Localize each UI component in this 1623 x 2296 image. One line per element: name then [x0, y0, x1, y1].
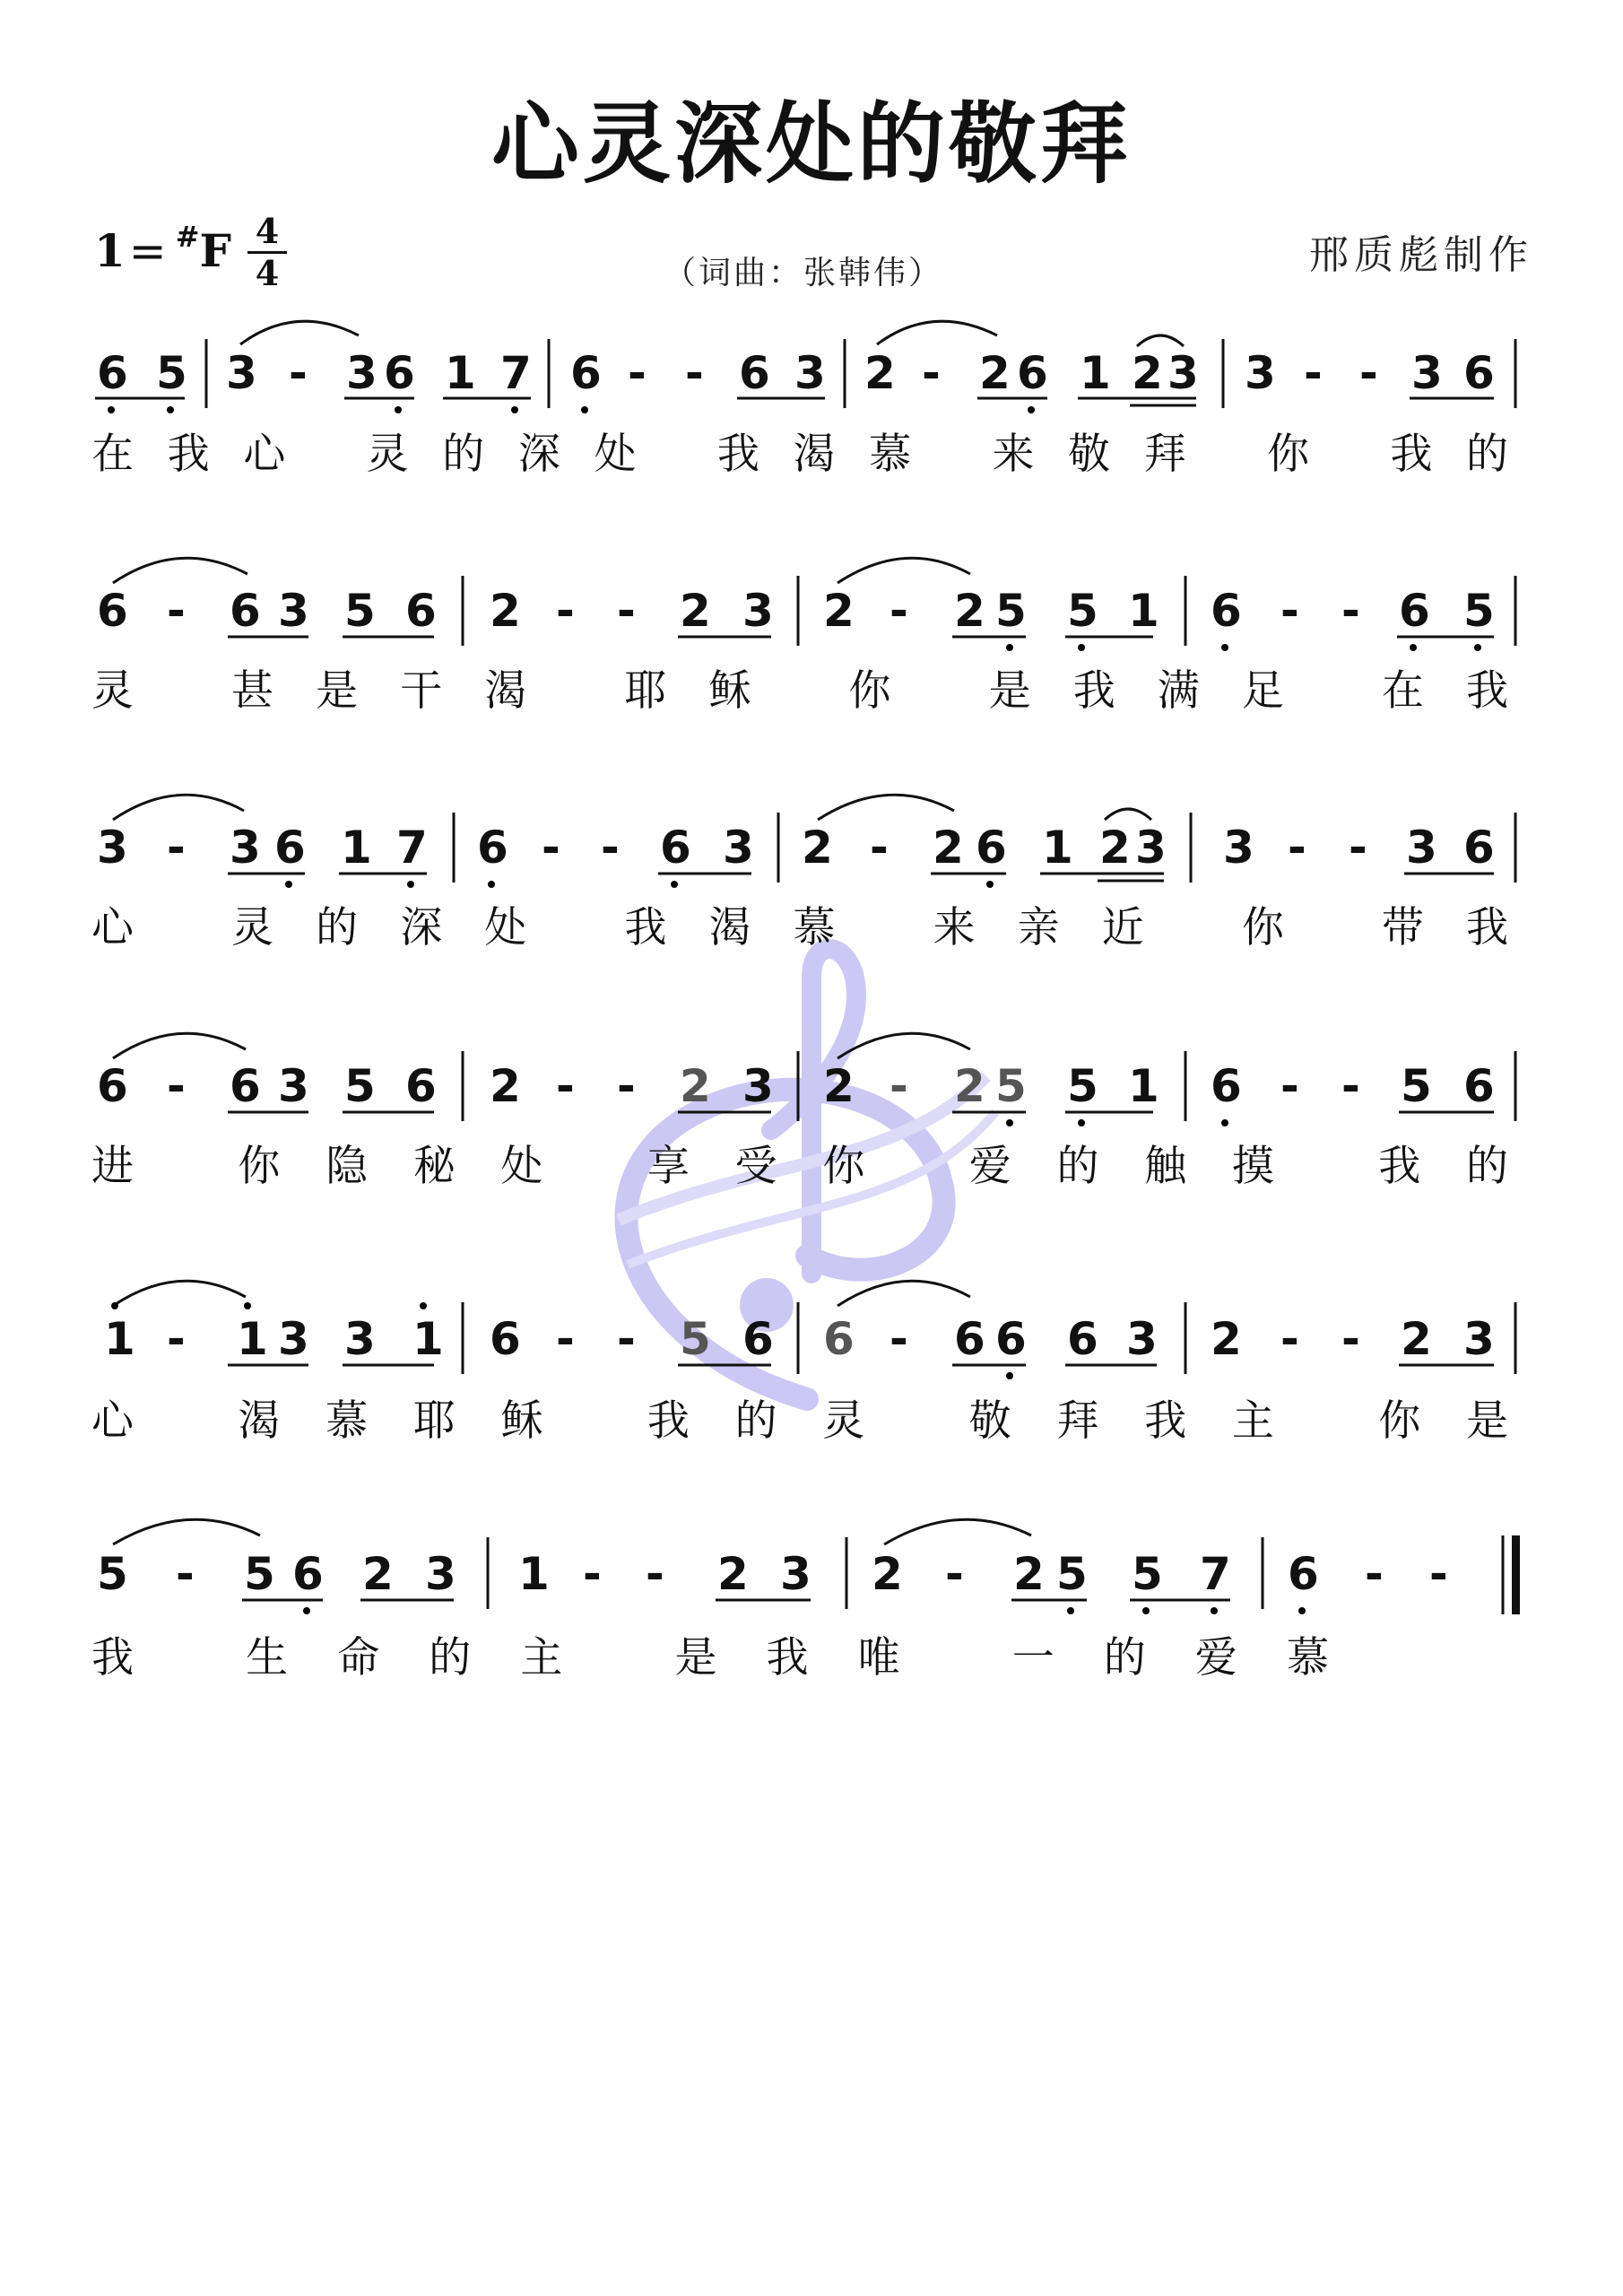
note: 3 [278, 585, 309, 637]
lyric-line: 在我心 灵的深处 我渴慕 来敬拜 你 我的 [91, 430, 1509, 479]
note: - [617, 1313, 636, 1365]
note: 5 [680, 1313, 711, 1365]
lyric-line: 我 生命的主 是我唯 一的爱慕 [91, 1633, 1329, 1683]
note: 6 [742, 1313, 774, 1365]
note: 1 [1128, 1060, 1159, 1112]
note: 6 [1463, 347, 1495, 399]
sharp-sign: # [175, 220, 200, 254]
note: 3 [425, 1548, 456, 1600]
meter-bottom: 4 [255, 253, 280, 293]
note: 3 [742, 1060, 774, 1112]
note: - [1341, 1060, 1360, 1112]
note: 6 [230, 1060, 261, 1112]
measure-1-2 [226, 321, 532, 413]
note: 1 [1128, 585, 1159, 637]
note: 2 [979, 347, 1011, 399]
note: 2 [680, 1060, 711, 1112]
note: 3 [226, 347, 257, 399]
note: - [1349, 822, 1367, 874]
note: 3 [230, 822, 261, 874]
note: - [167, 1060, 186, 1112]
note: 2 [872, 1548, 903, 1600]
note: 2 [823, 1060, 855, 1112]
note: - [646, 1548, 664, 1600]
note: - [890, 1060, 908, 1112]
note: - [167, 1313, 186, 1365]
note: - [583, 1548, 602, 1600]
note: 3 [1406, 822, 1437, 874]
note: 2 [717, 1548, 749, 1600]
note: - [1341, 1313, 1360, 1365]
note: 3 [278, 1313, 309, 1365]
measure-1-5 [1245, 347, 1495, 399]
lyricist-credit: （词曲：张韩伟） [664, 255, 944, 291]
note: - [890, 1313, 908, 1365]
note: 6 [477, 822, 508, 874]
note: - [1429, 1548, 1448, 1600]
note: - [1341, 585, 1360, 637]
note: 6 [1211, 1060, 1242, 1112]
note: 2 [802, 822, 833, 874]
note: 1 [237, 1313, 268, 1365]
note: 6 [97, 1060, 128, 1112]
note: 2 [1099, 822, 1131, 874]
note: 6 [230, 585, 261, 637]
note: 3 [344, 1313, 376, 1365]
note: - [176, 1548, 195, 1600]
note: 5 [1067, 585, 1098, 637]
note: 6 [1067, 1313, 1098, 1365]
note: 6 [739, 347, 770, 399]
note: 5 [1463, 585, 1495, 637]
note: 6 [1288, 1548, 1319, 1600]
meter-top: 4 [255, 211, 280, 251]
note: 1 [412, 1313, 444, 1365]
note: - [1280, 585, 1299, 637]
score-line-2 [91, 558, 1515, 716]
note: - [685, 347, 704, 399]
lyric-line: 心 渴慕耶稣 我的灵 敬拜我主 你是 [91, 1396, 1508, 1446]
lyric-line: 进 你隐秘处 享受你 爱的触摸 我的 [91, 1142, 1508, 1191]
note: 6 [292, 1548, 324, 1600]
note: 5 [344, 1060, 376, 1112]
note: 5 [995, 585, 1027, 637]
note: 6 [405, 585, 437, 637]
note: 3 [278, 1060, 309, 1112]
note: - [1280, 1060, 1299, 1112]
note: 2 [1211, 1313, 1242, 1365]
note: 6 [823, 1313, 855, 1365]
note: 3 [1135, 822, 1167, 874]
note: 6 [995, 1313, 1027, 1365]
note: 6 [97, 585, 128, 637]
note: - [870, 822, 889, 874]
note: 3 [794, 347, 826, 399]
note: - [617, 585, 636, 637]
note: 2 [362, 1548, 394, 1600]
note: 6 [490, 1313, 521, 1365]
note: - [601, 822, 620, 874]
note: - [1365, 1548, 1384, 1600]
note: 2 [1132, 347, 1163, 399]
note: - [628, 347, 647, 399]
note: 2 [680, 585, 711, 637]
measure-1-1 [95, 347, 187, 413]
note: 6 [384, 347, 415, 399]
song-title: 心灵深处的敬拜 [490, 92, 1132, 196]
note: 3 [1411, 347, 1443, 399]
score-line-5 [91, 1281, 1515, 1446]
score-line-3 [91, 795, 1515, 952]
note: 6 [660, 822, 691, 874]
note: 2 [490, 585, 521, 637]
score-line-6 [91, 1519, 1520, 1683]
note: 3 [1126, 1313, 1158, 1365]
note: 3 [723, 822, 754, 874]
note: - [1288, 822, 1306, 874]
note: 7 [500, 347, 532, 399]
note: 1 [1080, 347, 1111, 399]
note: 2 [864, 347, 896, 399]
note: 5 [344, 585, 376, 637]
note: 2 [1401, 1313, 1432, 1365]
note: - [922, 347, 941, 399]
note: 3 [1167, 347, 1199, 399]
note: 6 [97, 347, 128, 399]
note: - [289, 347, 308, 399]
note: - [167, 822, 186, 874]
note: 1 [518, 1548, 550, 1600]
note: - [945, 1548, 964, 1600]
note: 5 [244, 1548, 275, 1600]
measure-1-4 [864, 321, 1199, 413]
note: - [1359, 347, 1378, 399]
note: 6 [405, 1060, 437, 1112]
key-note: F [199, 224, 232, 277]
note: 5 [1067, 1060, 1098, 1112]
note: 1 [445, 347, 476, 399]
note: - [556, 1060, 575, 1112]
note: 5 [1401, 1060, 1432, 1112]
note: 6 [570, 347, 602, 399]
note: 3 [1223, 822, 1254, 874]
note: 1 [1042, 822, 1073, 874]
maker-credit: 邢质彪制作 [1309, 232, 1533, 278]
note: 5 [156, 347, 187, 399]
note: 3 [1245, 347, 1276, 399]
note: - [1280, 1313, 1299, 1365]
score-line-1 [91, 321, 1515, 479]
note: 6 [274, 822, 306, 874]
note: 5 [1056, 1548, 1088, 1600]
note: 1 [341, 822, 372, 874]
note: 5 [995, 1060, 1027, 1112]
note: - [542, 822, 560, 874]
note: 2 [954, 1060, 985, 1112]
lyric-line: 心 灵的深处 我渴慕 来亲近 你 带我 [91, 903, 1509, 952]
note: 6 [1463, 1060, 1495, 1112]
note: 5 [1132, 1548, 1163, 1600]
final-barline [1503, 1535, 1520, 1614]
note: 6 [976, 822, 1007, 874]
note: 6 [1463, 822, 1495, 874]
measure-1-3 [570, 347, 826, 413]
note: - [617, 1060, 636, 1112]
note: 6 [1017, 347, 1048, 399]
note: 3 [780, 1548, 812, 1600]
note: 1 [104, 1313, 135, 1365]
note: 6 [1399, 585, 1430, 637]
note: 2 [954, 585, 985, 637]
note: 2 [490, 1060, 521, 1112]
note: - [890, 585, 908, 637]
key-equals: = [128, 225, 167, 277]
note: - [556, 585, 575, 637]
note: 5 [97, 1548, 128, 1600]
note: 3 [97, 822, 128, 874]
note: - [167, 585, 186, 637]
note: 6 [954, 1313, 985, 1365]
note: 3 [1463, 1313, 1495, 1365]
note: 2 [933, 822, 964, 874]
note: 7 [396, 822, 428, 874]
note: 3 [346, 347, 378, 399]
note: - [556, 1313, 575, 1365]
note: - [1304, 347, 1323, 399]
note: 2 [1013, 1548, 1045, 1600]
note: 7 [1200, 1548, 1231, 1600]
lyric-line: 灵 甚是干渴 耶稣 你 是我满足 在我 [91, 666, 1509, 716]
note: 3 [742, 585, 774, 637]
note: 2 [823, 585, 855, 637]
note: 6 [1211, 585, 1242, 637]
key-degree: 1 [94, 224, 126, 277]
